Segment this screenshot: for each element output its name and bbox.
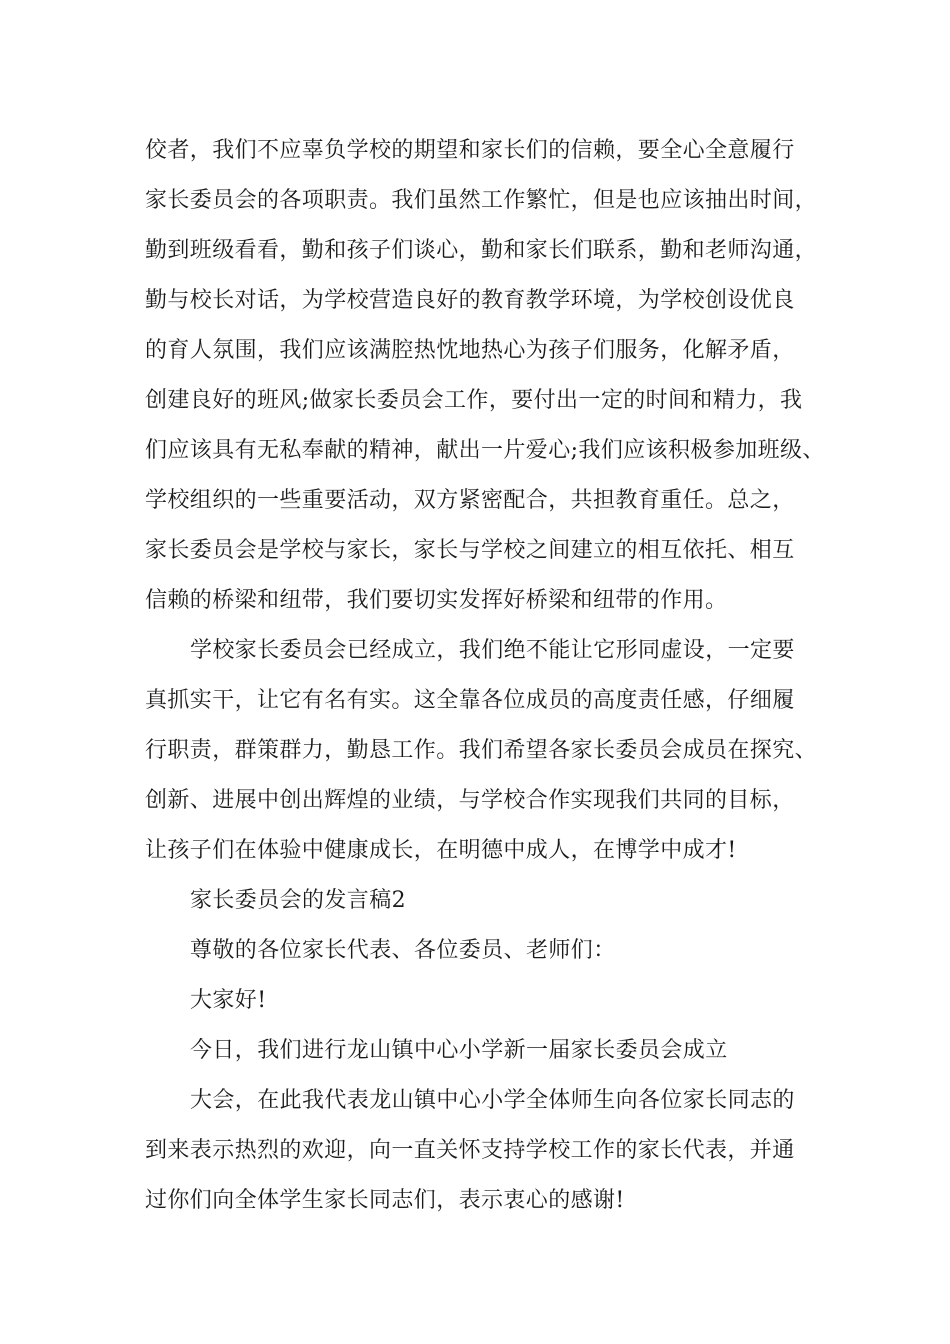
text-line: 到来表示热烈的欢迎，向一直关怀支持学校工作的家长代表，并通 — [145, 1138, 795, 1163]
text-line: 家长委员会是学校与家长，家长与学校之间建立的相互依托、相互 — [145, 538, 795, 563]
text-line: 佼者，我们不应辜负学校的期望和家长们的信赖，要全心全意履行 — [145, 138, 795, 163]
section-heading: 家长委员会的发言稿2 — [190, 888, 406, 913]
paragraph-start-line: 大会，在此我代表龙山镇中心小学全体师生向各位家长同志的 — [190, 1088, 795, 1113]
text-line: 学校组织的一些重要活动，双方紧密配合，共担教育重任。总之， — [145, 488, 795, 513]
text-line: 的育人氛围，我们应该满腔热忱地热心为孩子们服务，化解矛盾， — [145, 338, 795, 363]
text-line: 行职责，群策群力，勤恳工作。我们希望各家长委员会成员在探究、 — [145, 738, 818, 763]
text-line: 创新、进展中创出辉煌的业绩，与学校合作实现我们共同的目标， — [145, 788, 795, 813]
text-line: 们应该具有无私奉献的精神，献出一片爱心;我们应该积极参加班级、 — [145, 438, 825, 463]
text-line: 真抓实干，让它有名有实。这全靠各位成员的高度责任感，仔细履 — [145, 688, 795, 713]
text-line: 让孩子们在体验中健康成长，在明德中成人，在博学中成才! — [145, 838, 737, 863]
greeting: 大家好! — [190, 988, 267, 1013]
paragraph-start-line: 学校家长委员会已经成立，我们绝不能让它形同虚设，一定要 — [190, 638, 795, 663]
text-line: 勤与校长对话，为学校营造良好的教育教学环境，为学校创设优良 — [145, 288, 795, 313]
text-line: 信赖的桥梁和纽带，我们要切实发挥好桥梁和纽带的作用。 — [145, 588, 728, 613]
text-line: 创建良好的班风;做家长委员会工作，要付出一定的时间和精力，我 — [145, 388, 803, 413]
text-line: 过你们向全体学生家长同志们，表示衷心的感谢! — [145, 1188, 625, 1213]
paragraph-start-line: 今日，我们进行龙山镇中心小学新一届家长委员会成立 — [190, 1038, 728, 1063]
salutation: 尊敬的各位家长代表、各位委员、老师们： — [190, 938, 616, 963]
text-line: 勤到班级看看，勤和孩子们谈心，勤和家长们联系，勤和老师沟通， — [145, 238, 818, 263]
text-line: 家长委员会的各项职责。我们虽然工作繁忙，但是也应该抽出时间， — [145, 188, 818, 213]
